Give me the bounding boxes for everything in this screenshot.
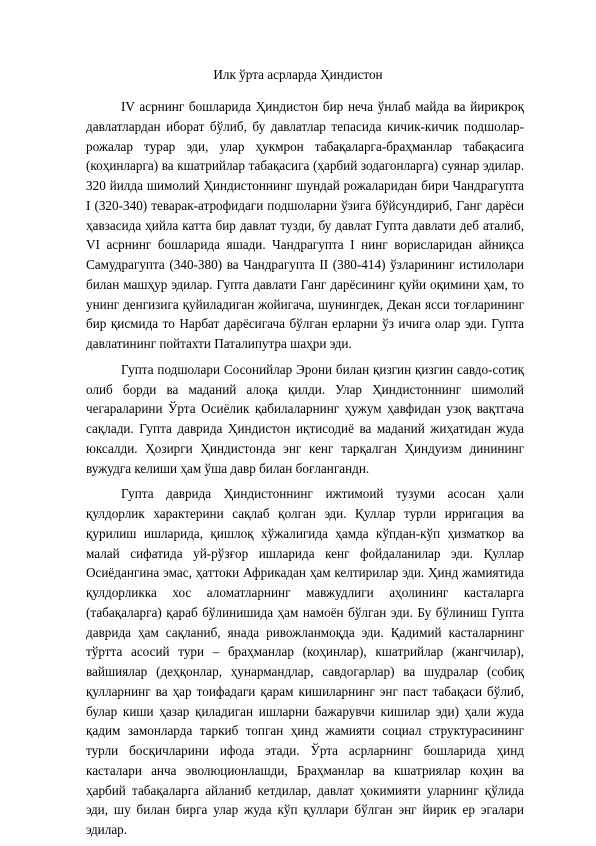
paragraph-3: Гупта даврида Ҳиндистоннинг ижтимоий тузуми асосан ҳали қулдорлик характерини сақлаб қолган эди. Қуллар турли ирригация ва қурилиш ишларида, қишлоқ хўжалигида ҳамда кўпдан-кўп ҳизматкор ва малай сифатида уй-рўзғор ишларида кенг фойдаланилар эди. Қуллар Осиёдангина эмас, ҳаттоки Африкадан ҳам келтирилар эди. Ҳинд жамиятида қулдорликка хос аломатларнинг мавжудлиги аҳолининг касталарга (табақаларга) қараб бўлинишида ҳам намоён бўлган эди. Бу бўлиниш Гупта даврида ҳам сақланиб, янада ривожланмоқда эди. Қадимий касталарнинг тўртта асосий тури – браҳманлар (коҳинлар), кшатрийлар (жангчилар), вайшиялар (деҳқонлар, ҳунармандлар, савдогарлар) ва шудралар (собиқ қулларнинг ва ҳар тоифадаги қарам кишиларнинг энг паст табақаси бўлиб, булар киши ҳазар қиладиган ишларни бажарувчи кишилар эди) ҳали жуда қадим замонларда таркиб топган ҳинд жамияти социал структурасининг турли босқичларини ифода этади. Ўрта асрларнинг бошларида ҳинд касталари анча эволюционлашди, Браҳманлар ва кшатриялар коҳин ва ҳарбий табақаларга айланиб кетдилар, давлат ҳокимияти уларнинг қўлида эди, шу билан бирга улар жуда кўп қуллари бўлган энг йирик ер эгалари эдилар.: [86, 486, 524, 837]
paragraph-2: Гупта подшолари Сосонийлар Эрони билан қизгин қизгин савдо-сотиқ олиб борди ва маданий алоқа қилди. Улар Ҳиндистоннинг шимолий чегараларини Ўрта Осиёлик қабилаларнинг ҳужум ҳавфидан узоқ вақтгача сақлади. Гупта даврида Ҳиндистон иқтисодиё ва маданий жиҳатидан жуда юксалди. Ҳозирги Ҳиндистонда энг кенг тарқалган Ҳиндуизм динининг вужудга келиши ҳам ўша давр билан боғлангандн.: [86, 361, 524, 476]
document-body: [86, 97, 524, 846]
page-title: Илк ўрта асрларда Ҳиндистон: [213, 67, 383, 82]
paragraph-1: IV асрнинг бошларида Ҳиндистон бир неча ўнлаб майда ва йирикроқ давлатлардан иборат бўлиб, бу давлатлар тепасида кичик-кичик подшолар-рожалар турар эди, улар ҳукмрон табақаларга-браҳманлар табақасига (коҳинларга) ва кшатрийлар табақасига (ҳарбий зодагонларга) суянар эдилар. 320 йилда шимолий Ҳиндистоннинг шундай рожаларидан бири Чандрагупта I (320-340) теварак-атрофидаги подшоларни ўзига бўйсундириб, Ганг дарёси ҳавзасида ҳийла катта бир давлат тузди, бу давлат Гупта давлати деб аталиб, VI асрнинг бошларида яшади. Чандрагупта I нинг ворисларидан айниқса Самудрагупта (340-380) ва Чандрагупта II (380-414) ўзларининг истилолари билан машҳур эдилар. Гупта давлати Ганг дарёсининг қуйи оқимини ҳам, то унинг денгизига қуйиладиган жойигача, шунингдек, Декан ясси тоғларининг бир қисмида то Нарбат дарёсигача бўлган ерларни ўз ичига олар эди. Гупта давлатининг пойтахти Паталипутра шаҳри эди.: [86, 99, 524, 351]
